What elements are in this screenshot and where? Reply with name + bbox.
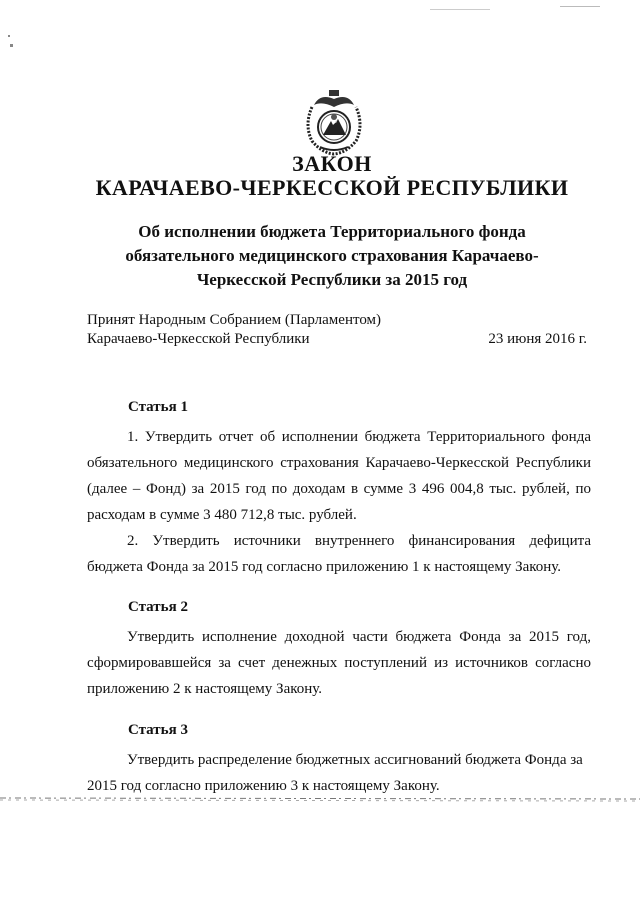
- scan-speck: [560, 6, 600, 7]
- scan-speck: [10, 44, 13, 47]
- adoption-date: 23 июня 2016 г.: [488, 331, 587, 347]
- scan-speck: [8, 35, 10, 37]
- article-1-paragraph-2: 2. Утвердить источники внутреннего финансирования дефицита бюджета Фонда за 2015 год согласно приложению 1 к настоящему Закону.: [87, 533, 591, 575]
- scan-speck: [430, 9, 490, 10]
- adoption-line-1: Принят Народным Собранием (Парламентом): [87, 312, 382, 328]
- coat-of-arms-emblem: [300, 87, 368, 157]
- article-1-heading: Статья 1: [128, 399, 188, 415]
- article-2-heading: Статья 2: [128, 599, 188, 615]
- article-3-heading: Статья 3: [128, 722, 188, 738]
- law-title: ЗАКОН: [292, 151, 372, 176]
- republic-title: КАРАЧАЕВО-ЧЕРКЕССКОЙ РЕСПУБЛИКИ: [95, 175, 569, 200]
- law-subtitle: Об исполнении бюджета Территориального фонда обязательного медицинского страхования Карачаево-Черкесской Республики за 2015 год: [125, 222, 539, 289]
- article-2-paragraph-1: Утвердить исполнение доходной части бюджета Фонда за 2015 год, сформировавшейся за счет денежных поступлений из источников согласно приложению 2 к настоящему Закону.: [87, 629, 591, 697]
- adoption-line-2: Карачаево-Черкесской Республики: [87, 331, 310, 347]
- adoption-block: [87, 311, 607, 349]
- article-1-paragraph-1: 1. Утвердить отчет об исполнении бюджета Территориального фонда обязательного медицинского страхования Карачаево-Черкесской Республики (далее – Фонд) за 2015 год по доходам в сумме 3 496 004,8 тыс. рублей, по расходам в сумме 3 480 712,8 тыс. рублей.: [87, 429, 591, 523]
- article-3-paragraph-1: Утвердить распределение бюджетных ассигнований бюджета Фонда за 2015 год согласно приложению 3 к настоящему Закону.: [87, 752, 583, 794]
- scan-artifact-line: [0, 793, 640, 803]
